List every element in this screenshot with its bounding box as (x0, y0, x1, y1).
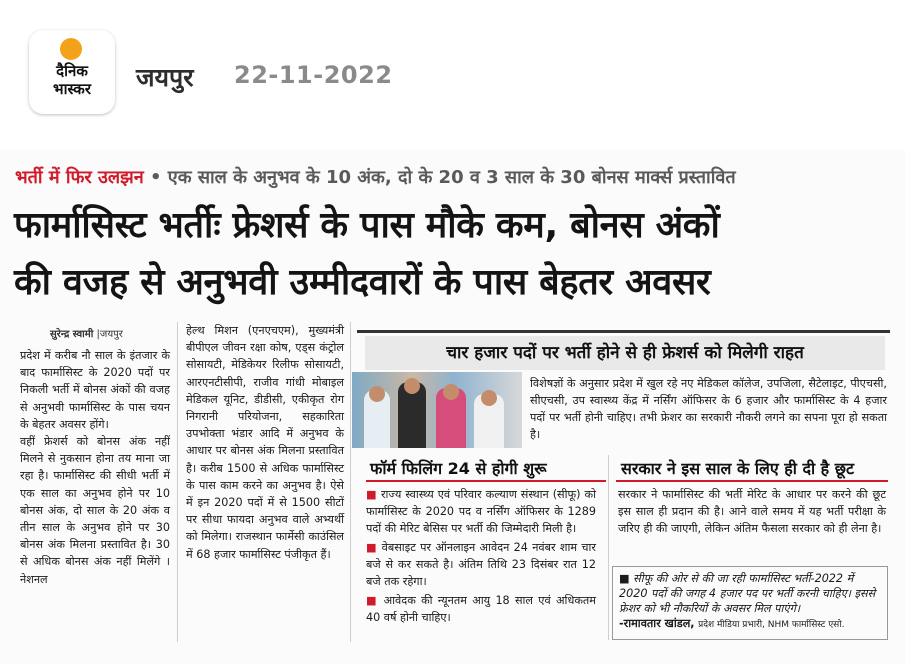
person-head (404, 378, 420, 394)
person-head (369, 386, 385, 402)
kicker-text: • एक साल के अनुभव के 10 अंक, दो के 20 व 3 साल के 30 बोनस मार्क्स प्रस्तावित (150, 167, 736, 188)
list-item: ■ वेबसाइट पर ऑनलाइन आवेदन 24 नवंबर शाम चार बजे से कर सकते है। अंतिम तिथि 23 दिसंबर रात 12 बजे तक रहेगा। (366, 541, 596, 588)
paragraph: प्रदेश में करीब नौ साल के इंतजार के बाद फार्मासिस्ट के 2020 पदों पर निकली भर्ती में बोनस अंकों की वजह से अनुभवी फार्मासिस्ट के पास चयन के बेहतर अवसर होंगे। (20, 349, 170, 431)
sun-icon (60, 38, 82, 60)
form-filling-points (366, 486, 596, 628)
box-divider (608, 455, 609, 640)
logo-text-bottom: भास्कर (53, 80, 91, 98)
heading-rule (616, 480, 888, 482)
column-divider (350, 322, 351, 642)
headline-line-2: की वजह से अनुभवी उम्मीदवारों के पास बेहतर अवसर (14, 262, 711, 303)
govt-exemption-heading: सरकार ने इस साल के लिए ही दी है छूट (621, 459, 855, 478)
box-intro: विशेषज्ञों के अनुसार प्रदेश में खुल रहे नए मेडिकल कॉलेज, उपजिला, सैटेलाइट, पीएचसी, सीएचसी, उप स्वास्थ्य केंद्र में नर्सिंग ऑफिसर के 6 हजार और फार्मासिस्ट के 4 हजार पदों पर भर्ती होनी चाहिए। तभी फ्रेशर का सरकारी नौकरी लगने का सपना पूरा हो सकता है। (530, 377, 887, 441)
bullet-icon: ■ (366, 541, 378, 554)
column-divider (177, 322, 178, 642)
byline-author: सुरेन्द्र स्वामी (50, 329, 94, 340)
list-item: ■ आवेदक की न्यूनतम आयु 18 साल एवं अधिकतम 40 वर्ष होनी चाहिए। (366, 594, 596, 624)
kicker-label: भर्ती में फिर उलझन (15, 167, 144, 188)
list-item: ■ राज्य स्वास्थ्य एवं परिवार कल्याण संस्थान (सीफू) को फार्मासिस्ट के 2020 पद व नर्सिंग ऑफिसर के 1289 पदों की मेरिट बेसिस पर भर्ती की जिम्मेदारी मिली है। (366, 488, 596, 535)
heading-rule (366, 480, 606, 482)
article-headline (14, 197, 899, 311)
article-column-2 (186, 322, 344, 563)
paragraph: वहीं फ्रेशर्स को बोनस अंक नहीं मिलने से नुकसान होना तय माना जा रहा है। फार्मासिस्ट की सीधी भर्ती में एक साल का अनुभव होने पर 10 बोनस अंक, दो साल के 20 अंक व तीन साल के अनुभव होने पर 30 बोनस अंक मिलना प्रस्तावित है। 30 से अधिक बोनस अंक नहीं मिलेंगे । नेशनल (20, 435, 170, 586)
pharmacists-photo (352, 372, 522, 448)
byline-place: |जयपुर (96, 329, 123, 340)
byline (50, 326, 123, 340)
logo-text-top: दैनिक (56, 62, 88, 80)
person-head (443, 384, 459, 400)
kicker-line (15, 165, 895, 189)
quote-text: ■ सीफू की ओर से की जा रही फार्मासिस्ट भर्ती-2022 में 2020 पदों की जगह 4 हजार पद पर भर्ती करनी चाहिए। इससे फ्रेशर को भी नौकरियों के अवसर मिल पाएंगे। (619, 572, 876, 615)
dainik-bhaskar-logo[interactable] (29, 30, 115, 114)
expert-quote (612, 566, 888, 640)
paragraph: हेल्थ मिशन (एनएचएम), मुख्यमंत्री बीपीएल जीवन रक्षा कोष, एड्स कंट्रोल सोसायटी, मेडिकेयर रिलीफ सोसायटी, आरएनटीसीपी, राजीव गांधी मोबाइल मेडिकल यूनिट, डीडीसी, एकीकृत रोग निगरानी परियोजना, सहकारिता उपभोक्ता भंडार आदि में अनुभव के आधार पर बोनस अंक मिलना प्रस्तावित है। करीब 1500 से अधिक फार्मासिस्ट के पास काम करने का अनुभव है। ऐसे में इन 2020 पदों में से 1500 सीटों पर सीधा फायदा अनुभव वाले अभ्यर्थी को मिलेगा। राजस्थान फार्मेसी काउंसिल में 68 हजार फार्मासिस्ट पंजीकृत हैं। (186, 324, 344, 561)
edition-city: जयपुर (136, 63, 194, 92)
app-header (0, 0, 905, 130)
form-filling-heading: फॉर्म फिलिंग 24 से होगी शुरू (370, 459, 547, 478)
bullet-icon: ■ (366, 594, 379, 607)
govt-exemption-text: सरकार ने फार्मासिस्ट की भर्ती मेरिट के आधार पर करने की छूट इस साल ही प्रदान की है। आने वाले समय में यह भर्ती परीक्षा के जरिए ही की जाएगी, लेकिन अंतिम फैसला सरकार को ही लेना है। (618, 488, 886, 535)
article-column-1 (20, 347, 170, 588)
quote-signature: -रामावतार खांडल, (619, 617, 695, 630)
person-head (481, 390, 497, 406)
headline-line-1: फार्मासिस्ट भर्तीः फ्रेशर्स के पास मौके कम, बोनस अंकों (14, 205, 720, 246)
bullet-icon: ■ (366, 488, 377, 501)
quote-role: प्रदेश मीडिया प्रभारी, NHM फार्मासिस्ट एसो. (698, 620, 845, 630)
edition-date: 22-11-2022 (234, 61, 393, 89)
box-title: चार हजार पदों पर भर्ती होने से ही फ्रेशर्स को मिलेगी राहत (365, 336, 885, 370)
